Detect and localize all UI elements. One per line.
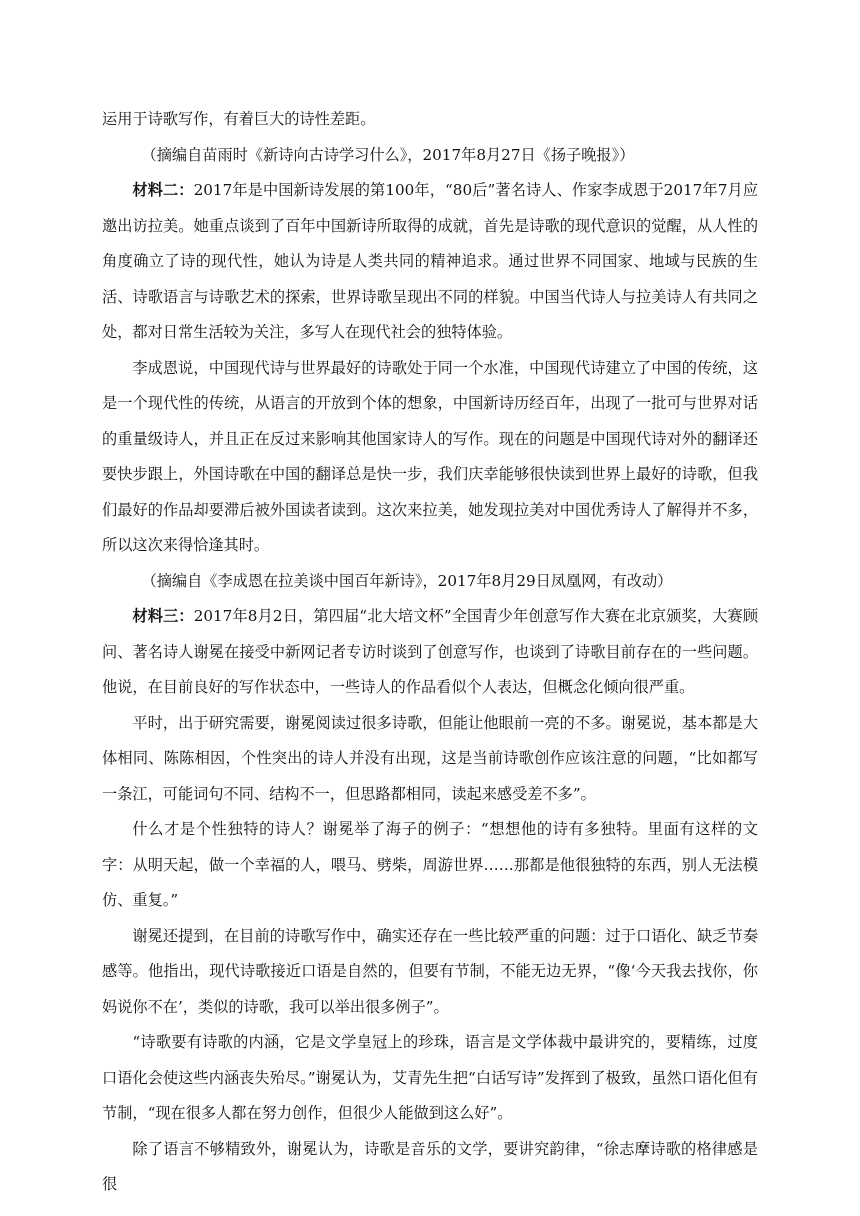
material-three-paragraph (102, 599, 758, 706)
paragraph-text: 运用于诗歌写作，有着巨大的诗性差距。 (102, 110, 376, 128)
paragraph-text: 李成恩说，中国现代诗与世界最好的诗歌处于同一个水准，中国现代诗建立了中国的传统，这是一个现代性的传统，从语言的开放到个体的想象，中国新诗历经百年，出现了一批可与世界对话的重量级诗人，并且正在反过来影响其他国家诗人的写作。现在的问题是中国现代诗对外的翻译还要快步跟上，外国诗歌在中国的翻译总是快一步，我们庆幸能够很快读到世界上最好的诗歌，但我们最好的作品却要滞后被外国读者读到。这次来拉美，她发现拉美对中国优秀诗人了解得并不多，所以这次来得恰逢其时。 (102, 358, 758, 554)
source-citation (102, 564, 758, 600)
body-paragraph (102, 919, 758, 1026)
paragraph-text: 2017年是中国新诗发展的第100年，“80后”著名诗人、作家李成恩于2017年7月应邀出访拉美。她重点谈到了百年中国新诗所取得的成就，首先是诗歌的现代意识的觉醒，从人性的角度确立了诗的现代性，她认为诗是人类共同的精神追求。通过世界不同国家、地域与民族的生活、诗歌语言与诗歌艺术的探索，世界诗歌呈现出不同的样貌。中国当代诗人与拉美诗人有共同之处，都对日常生活较为关注，多写人在现代社会的独特体验。 (102, 181, 759, 341)
paragraph-text: 什么才是个性独特的诗人？谢冕举了海子的例子：“想想他的诗有多独特。里面有这样的文字：从明天起，做一个幸福的人，喂马、劈柴，周游世界……那都是他很独特的东西，别人无法模仿、重复。” (102, 820, 758, 909)
paragraph-text: 2017年8月2日，第四届“北大培文杯”全国青少年创意写作大赛在北京颁奖，大赛顾问、著名诗人谢冕在接受中新网记者专访时谈到了创意写作，也谈到了诗歌目前存在的一些问题。他说，在目前良好的写作状态中，一些诗人的作品看似个人表达，但概念化倾向很严重。 (102, 607, 759, 696)
citation-text: （摘编自苗雨时《新诗向古诗学习什么》，2017年8月27日《扬子晚报》） (141, 145, 635, 164)
paragraph-text: 谢冕还提到，在目前的诗歌写作中，确实还存在一些比较严重的问题：过于口语化、缺乏节奏感等。他指出，现代诗歌接近口语是自然的，但要有节制，不能无边无界，“像‘今天我去找你，你妈说你不在’，类似的诗歌，我可以举出很多例子”。 (102, 926, 758, 1016)
paragraph-text: “诗歌要有诗歌的内涵，它是文学皇冠上的珍珠，语言是文学体裁中最讲究的，要精练，过度口语化会使这些内涵丧失殆尽。”谢冕认为，艾青先生把“白话写诗”发挥到了极致，虽然口语化但有节制，“现在很多人都在努力创作，但很少人能做到这么好”。 (102, 1033, 758, 1122)
body-paragraph (102, 1132, 758, 1203)
body-paragraph (102, 706, 758, 813)
material-two-paragraph (102, 173, 758, 351)
paragraph-continuation (102, 102, 758, 138)
material-label: 材料三： (132, 607, 194, 625)
source-citation (102, 138, 758, 174)
body-paragraph (102, 1025, 758, 1132)
body-paragraph (102, 812, 758, 919)
paragraph-text: 平时，出于研究需要，谢冕阅读过很多诗歌，但能让他眼前一亮的不多。谢冕说，基本都是大体相同、陈陈相因，个性突出的诗人并没有出现，这是当前诗歌创作应该注意的问题，“比如都写一条江，可能词句不同、结构不一，但思路都相同，读起来感受差不多”。 (102, 713, 758, 803)
paragraph-text: 除了语言不够精致外，谢冕认为，诗歌是音乐的文学，要讲究韵律，“徐志摩诗歌的格律感是很 (102, 1139, 758, 1193)
citation-text: （摘编自《李成恩在拉美谈中国百年新诗》，2017年8月29日凤凰网，有改动） (141, 571, 673, 590)
body-paragraph (102, 351, 758, 564)
material-label: 材料二： (132, 181, 194, 199)
